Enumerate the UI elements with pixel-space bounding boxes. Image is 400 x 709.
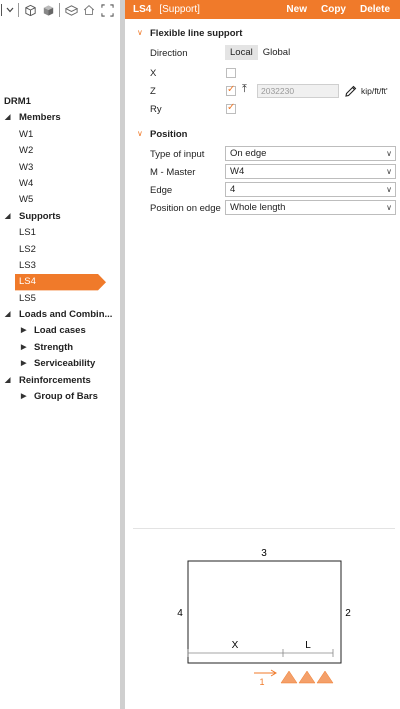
preview-divider bbox=[133, 528, 395, 529]
up-arrow-icon: ⤒ bbox=[242, 83, 247, 95]
navigator-toolbar bbox=[0, 0, 120, 20]
tree-item-ls1[interactable] bbox=[0, 225, 120, 241]
tree-root-label: DRM1 bbox=[4, 96, 31, 107]
chevron-down-icon: ∨ bbox=[386, 149, 392, 158]
section-position[interactable] bbox=[125, 129, 400, 143]
collapse-icon[interactable]: ◢ bbox=[5, 114, 11, 122]
support-triangle-icon bbox=[299, 671, 315, 683]
tree-item-label: LS4 bbox=[19, 276, 36, 288]
tree-group-label: Supports bbox=[19, 210, 61, 222]
edge-label-top: 3 bbox=[261, 548, 267, 559]
chevron-down-icon[interactable]: ∨ bbox=[137, 28, 143, 37]
local-axis-label: 1 bbox=[259, 677, 265, 687]
type-of-input-row bbox=[125, 146, 400, 164]
tree-item-w2[interactable] bbox=[0, 143, 120, 159]
tree-item-label: W3 bbox=[19, 161, 34, 173]
tree-group-label: Members bbox=[19, 112, 61, 124]
collapse-icon[interactable]: ◢ bbox=[5, 311, 11, 319]
tree-item-label: W5 bbox=[19, 194, 34, 206]
section-flexible-line-support[interactable] bbox=[125, 28, 400, 42]
toolbar-separator bbox=[18, 3, 19, 17]
section-title: Position bbox=[150, 129, 188, 140]
x-row bbox=[125, 65, 400, 83]
tree-root[interactable] bbox=[0, 94, 120, 110]
toolbar-separator bbox=[59, 3, 60, 17]
direction-label: Direction bbox=[150, 48, 188, 59]
cube-solid-icon[interactable] bbox=[39, 1, 57, 19]
tree-item-ls5[interactable] bbox=[0, 291, 120, 307]
ry-checkbox[interactable] bbox=[226, 104, 236, 114]
edge-value: 4 bbox=[230, 184, 236, 195]
master-label: M - Master bbox=[150, 167, 196, 178]
tree-item-w1[interactable] bbox=[0, 127, 120, 143]
tree-item-w3[interactable] bbox=[0, 160, 120, 176]
tree-group-reinforcements[interactable] bbox=[0, 373, 120, 389]
tree-item-label: LS5 bbox=[19, 292, 36, 304]
tree-item-label: W4 bbox=[19, 177, 34, 189]
project-tree bbox=[0, 94, 120, 405]
tree-subgroup-serviceability[interactable] bbox=[0, 356, 120, 372]
tree-group-label: Load cases bbox=[34, 325, 86, 337]
x-checkbox[interactable] bbox=[226, 68, 236, 78]
collapse-icon[interactable]: ◢ bbox=[5, 212, 11, 220]
direction-toggle bbox=[225, 45, 295, 60]
edge-select[interactable] bbox=[225, 182, 396, 197]
ry-row bbox=[125, 101, 400, 119]
z-checkbox[interactable] bbox=[226, 86, 236, 96]
edge-label: Edge bbox=[150, 185, 173, 196]
section-title: Flexible line support bbox=[150, 28, 243, 39]
z-row bbox=[125, 83, 400, 101]
fullscreen-icon[interactable] bbox=[98, 1, 116, 19]
delete-button[interactable]: Delete bbox=[359, 4, 390, 15]
x-label: X bbox=[150, 68, 157, 79]
z-unit: kip/ft/ft' bbox=[361, 86, 388, 96]
edge-label-left: 4 bbox=[177, 608, 183, 619]
tree-item-w5[interactable] bbox=[0, 192, 120, 208]
tree-item-ls3[interactable] bbox=[0, 258, 120, 274]
position-on-edge-label: Position on edge bbox=[150, 203, 221, 214]
tree-item-ls4-selected[interactable] bbox=[0, 274, 120, 290]
edge-row bbox=[125, 182, 400, 200]
cube-outline-icon[interactable] bbox=[21, 1, 39, 19]
position-on-edge-value: Whole length bbox=[230, 202, 286, 213]
tree-subgroup-strength[interactable] bbox=[0, 340, 120, 356]
master-row bbox=[125, 164, 400, 182]
tree-item-label: W2 bbox=[19, 145, 34, 157]
box-open-icon[interactable] bbox=[62, 1, 80, 19]
collapse-icon[interactable]: ◢ bbox=[5, 376, 11, 384]
pencil-icon[interactable] bbox=[344, 84, 358, 101]
tree-group-label: Strength bbox=[34, 341, 74, 353]
z-stiffness-field[interactable]: 2032230 bbox=[257, 84, 339, 98]
z-label: Z bbox=[150, 86, 156, 97]
type-of-input-select[interactable] bbox=[225, 146, 396, 161]
tree-item-label: W1 bbox=[19, 128, 34, 140]
chevron-down-icon[interactable]: ∨ bbox=[137, 129, 143, 138]
position-on-edge-row bbox=[125, 200, 400, 218]
tree-item-label: LS3 bbox=[19, 259, 36, 271]
expand-icon[interactable]: ▶ bbox=[21, 327, 27, 335]
direction-local-option[interactable]: Local bbox=[225, 45, 258, 60]
chevron-down-icon: ∨ bbox=[386, 203, 392, 212]
properties-header bbox=[125, 0, 400, 19]
type-of-input-label: Type of input bbox=[150, 149, 205, 160]
chevron-down-icon: ∨ bbox=[386, 185, 392, 194]
tree-group-label: Group of Bars bbox=[34, 391, 98, 403]
tree-item-w4[interactable] bbox=[0, 176, 120, 192]
ry-label: Ry bbox=[150, 104, 162, 115]
type-of-input-value: On edge bbox=[230, 148, 267, 159]
dimension-l-label: L bbox=[305, 640, 311, 651]
edge-label-right: 2 bbox=[345, 608, 351, 619]
direction-row bbox=[125, 45, 400, 63]
support-preview-diagram bbox=[125, 540, 400, 700]
tree-group-loads[interactable] bbox=[0, 307, 120, 323]
chevron-down-icon[interactable] bbox=[4, 1, 16, 19]
tree-group-label: Loads and Combin... bbox=[19, 309, 113, 321]
master-value: W4 bbox=[230, 166, 245, 177]
tree-item-label: LS1 bbox=[19, 227, 36, 239]
expand-icon[interactable]: ▶ bbox=[21, 343, 27, 351]
dimension-x-label: X bbox=[231, 640, 239, 651]
tree-group-label: Serviceability bbox=[34, 358, 96, 370]
support-triangle-icon bbox=[281, 671, 297, 683]
home-icon[interactable] bbox=[80, 1, 98, 19]
new-button[interactable]: New bbox=[286, 4, 307, 15]
tree-subgroup-load-cases[interactable] bbox=[0, 323, 120, 339]
master-select[interactable] bbox=[225, 164, 396, 179]
wall-outline bbox=[188, 561, 341, 663]
properties-panel bbox=[125, 0, 400, 709]
tree-subgroup-group-of-bars[interactable] bbox=[0, 389, 120, 405]
direction-global-option[interactable]: Global bbox=[262, 47, 291, 58]
tree-item-ls2[interactable] bbox=[0, 242, 120, 258]
object-title: LS4 bbox=[133, 4, 152, 15]
tree-group-members[interactable] bbox=[0, 110, 120, 126]
copy-button[interactable]: Copy bbox=[320, 4, 346, 15]
expand-icon[interactable]: ▶ bbox=[21, 360, 27, 368]
expand-icon[interactable]: ▶ bbox=[21, 393, 27, 401]
navigator-panel bbox=[0, 0, 120, 709]
support-triangle-icon bbox=[317, 671, 333, 683]
object-type: [Support] bbox=[159, 4, 200, 15]
tree-item-label: LS2 bbox=[19, 243, 36, 255]
chevron-down-icon: ∨ bbox=[386, 167, 392, 176]
tree-group-supports[interactable] bbox=[0, 209, 120, 225]
tree-group-label: Reinforcements bbox=[19, 374, 91, 386]
position-on-edge-select[interactable] bbox=[225, 200, 396, 215]
